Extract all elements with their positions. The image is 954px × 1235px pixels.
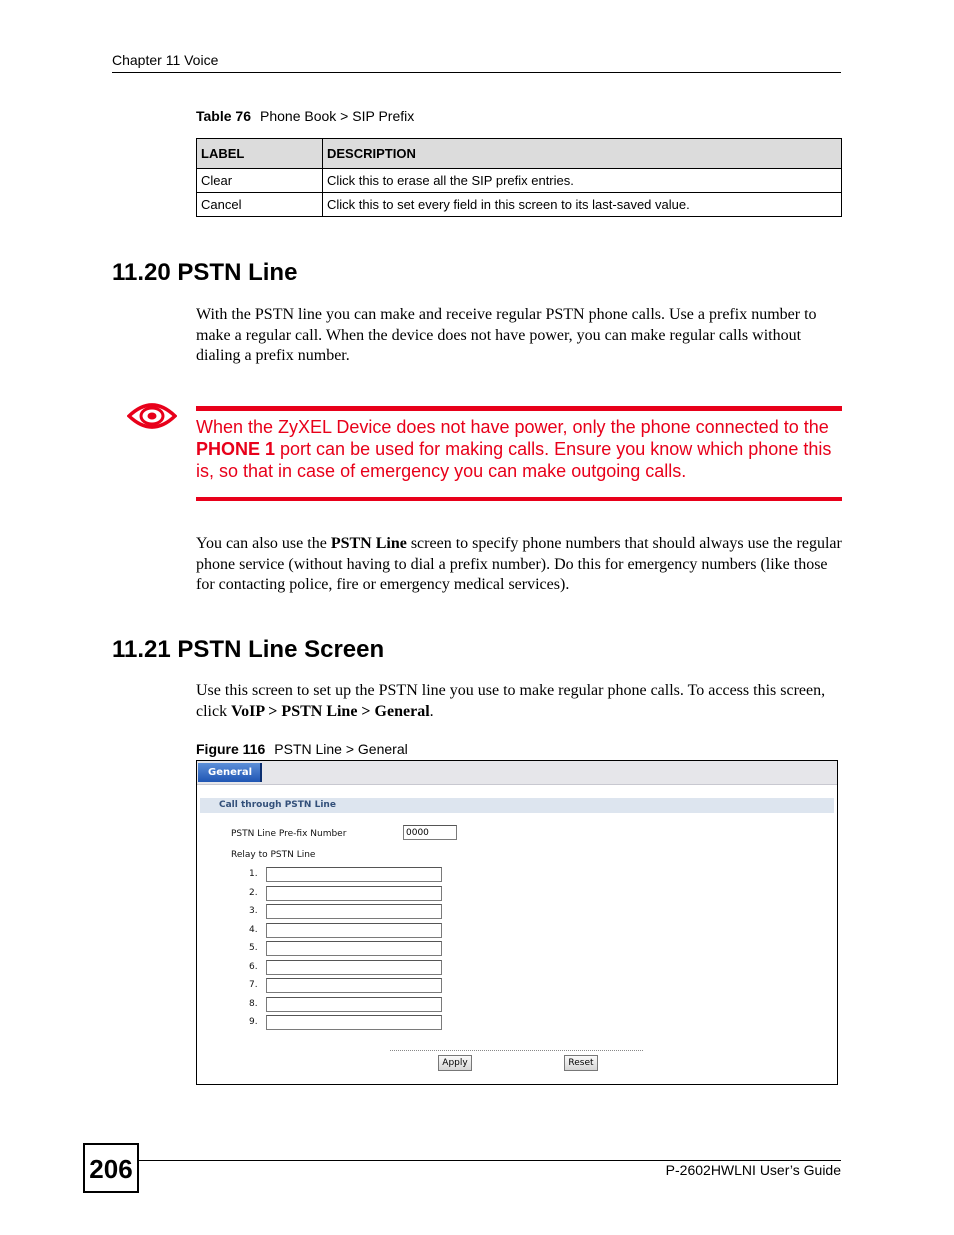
section-title: Call through PSTN Line <box>200 798 834 813</box>
tab-general[interactable]: General <box>198 763 262 782</box>
table-cell-label: Clear <box>197 169 323 193</box>
prefix-number-label: PSTN Line Pre-fix Number <box>231 829 347 839</box>
table-cell-description: Click this to set every field in this screen to its last-saved value. <box>323 193 842 217</box>
eye-icon <box>127 400 177 432</box>
figure-caption-label: Figure 116 <box>196 741 266 757</box>
para2-bold: PSTN Line <box>330 535 407 552</box>
relay-number-label: 8. <box>249 999 258 1009</box>
paragraph-pstn-usage <box>196 534 844 596</box>
para3-bold: VoIP > PSTN Line > General <box>231 702 430 720</box>
pstn-line-screenshot <box>196 760 838 1085</box>
relay-number-label: 7. <box>249 980 258 990</box>
relay-number-label: 3. <box>249 906 258 916</box>
note-text-before: When the ZyXEL Device does not have power, only the phone connected to the <box>196 417 829 437</box>
relay-number-input-1[interactable] <box>266 867 442 882</box>
prefix-number-input[interactable]: 0000 <box>403 825 457 840</box>
paragraph-pstn-intro: With the PSTN line you can make and receive regular PSTN phone calls. Use a prefix number to make a regular call. When the device does not have power, you can make regular calls without dialing a prefix number. <box>196 306 817 364</box>
relay-number-input-6[interactable] <box>266 960 442 975</box>
apply-button[interactable]: Apply <box>438 1055 472 1071</box>
relay-number-input-9[interactable] <box>266 1015 442 1030</box>
note-text-bold: PHONE 1 <box>196 439 276 459</box>
header-rule <box>112 72 841 73</box>
table-row <box>197 193 842 217</box>
note-text-after: port can be used for making calls. Ensure you know which phone this is, so that in case of emergency you can make outgoing calls. <box>196 439 832 481</box>
table-row <box>197 169 842 193</box>
tab-strip <box>197 761 837 785</box>
page-number: 206 <box>83 1143 139 1193</box>
table-header-row <box>197 139 842 169</box>
relay-number-label: 1. <box>249 869 258 879</box>
table-caption-label: Table 76 <box>196 108 251 124</box>
figure-caption-text: PSTN Line > General <box>274 741 408 757</box>
relay-number-label: 2. <box>249 888 258 898</box>
button-divider <box>390 1050 643 1051</box>
section-heading-pstn-line: 11.20 PSTN Line <box>112 259 298 286</box>
relay-number-label: 5. <box>249 943 258 953</box>
footer-rule <box>139 1160 841 1161</box>
description-table <box>196 138 842 217</box>
relay-number-input-3[interactable] <box>266 904 442 919</box>
relay-number-input-5[interactable] <box>266 941 442 956</box>
table-caption <box>196 108 414 124</box>
reset-button[interactable]: Reset <box>564 1055 598 1071</box>
relay-label: Relay to PSTN Line <box>231 850 316 860</box>
relay-number-input-8[interactable] <box>266 997 442 1012</box>
table-cell-description: Click this to erase all the SIP prefix entries. <box>323 169 842 193</box>
relay-number-input-7[interactable] <box>266 978 442 993</box>
column-header-description: DESCRIPTION <box>323 139 842 169</box>
table-caption-text: Phone Book > SIP Prefix <box>260 108 415 124</box>
paragraph-screen-access <box>196 681 844 722</box>
warning-note <box>196 416 842 482</box>
relay-number-input-2[interactable] <box>266 886 442 901</box>
relay-number-input-4[interactable] <box>266 923 442 938</box>
footer-guide-title: P-2602HWLNI User’s Guide <box>665 1162 841 1178</box>
relay-number-label: 4. <box>249 925 258 935</box>
note-rule-top <box>196 406 842 411</box>
para3-before: Use this screen to set up the PSTN line you use to make regular phone calls. To access this screen, click <box>196 682 826 720</box>
table-cell-label: Cancel <box>197 193 323 217</box>
relay-number-label: 6. <box>249 962 258 972</box>
column-header-label: LABEL <box>197 139 323 169</box>
para2-before: You can also use the <box>196 535 331 552</box>
figure-caption <box>196 741 408 757</box>
para2-after: screen to specify phone numbers that should always use the regular phone service (without having to dial a prefix number). Do this for emergency numbers (like those for contacting police, fire or emergency medical services). <box>196 535 842 593</box>
para3-after: . <box>429 702 434 720</box>
relay-number-label: 9. <box>249 1017 258 1027</box>
chapter-header: Chapter 11 Voice <box>112 52 219 68</box>
section-heading-pstn-line-screen: 11.21 PSTN Line Screen <box>112 636 385 663</box>
note-rule-bottom <box>196 497 842 501</box>
